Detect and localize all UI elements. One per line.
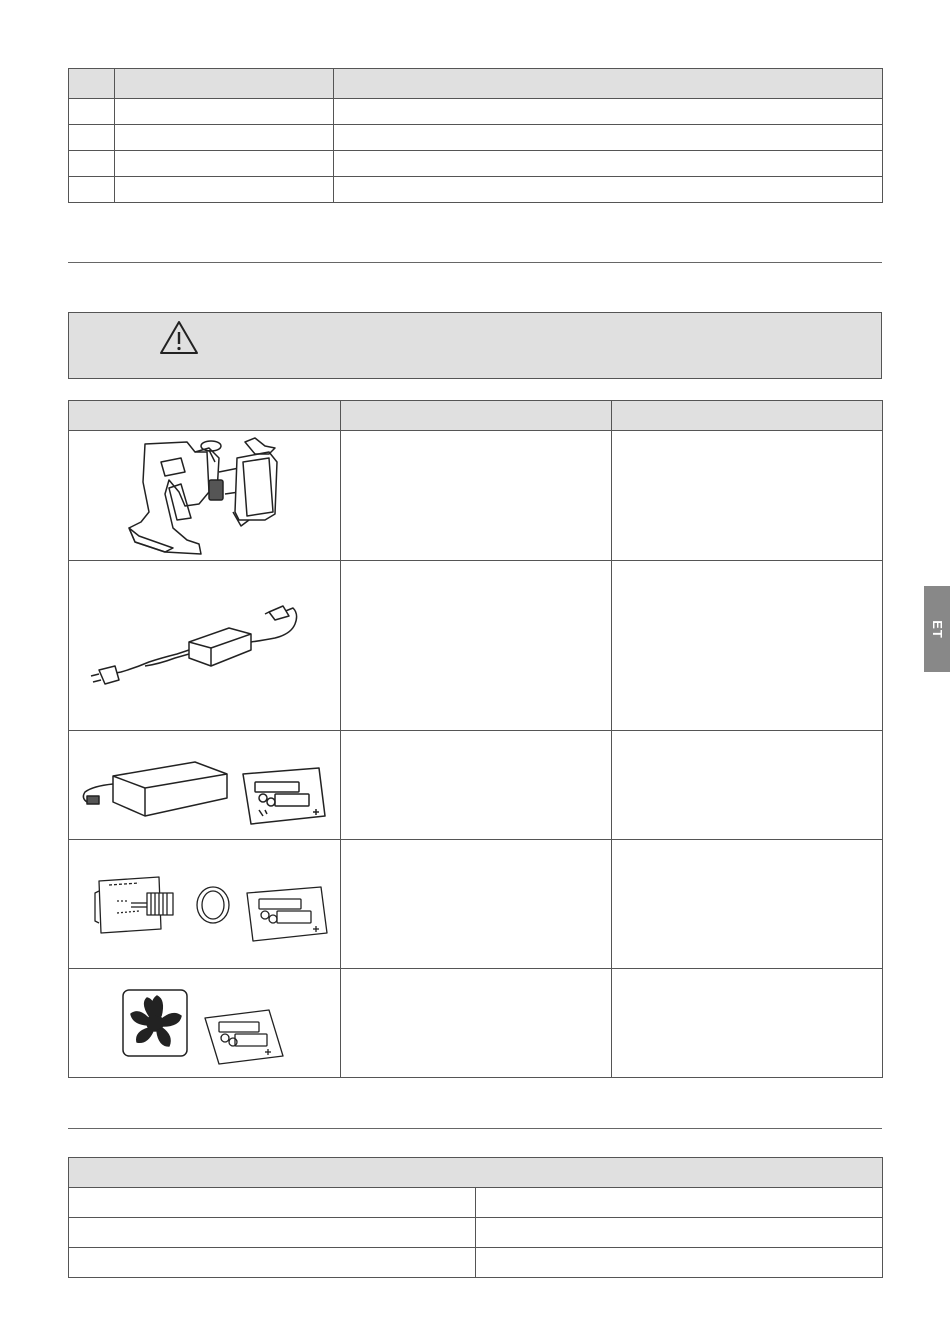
table-row [69, 151, 883, 177]
table-cell [69, 1188, 476, 1218]
top-table-header-cell [115, 69, 334, 99]
table-row [69, 177, 883, 203]
fan-module-image [69, 969, 341, 1078]
table-cell [115, 125, 334, 151]
language-tab[interactable] [924, 586, 950, 672]
table-cell [115, 177, 334, 203]
top-table-header-cell [69, 69, 115, 99]
table-cell [341, 840, 612, 969]
language-tab-label: ET [929, 619, 945, 639]
bottom-table-header [69, 1158, 883, 1188]
bottom-table-header-cell [69, 1158, 883, 1188]
table-cell [612, 731, 883, 840]
accessories-header-cell [69, 401, 341, 431]
power-adapter-image [69, 561, 341, 731]
table-row [69, 731, 883, 840]
table-cell [476, 1248, 883, 1278]
battery-pack-image [69, 731, 341, 840]
table-cell [341, 561, 612, 731]
table-cell [612, 969, 883, 1078]
table-cell [476, 1188, 883, 1218]
mounting-clamp-image [69, 431, 341, 561]
top-table [68, 68, 883, 203]
bottom-table [68, 1157, 883, 1278]
section-divider [68, 262, 882, 263]
table-cell [612, 561, 883, 731]
warning-triangle-icon [159, 320, 199, 356]
table-row [69, 840, 883, 969]
table-cell [69, 177, 115, 203]
table-row [69, 969, 883, 1078]
accessories-header-cell [341, 401, 612, 431]
table-row [69, 99, 883, 125]
table-row [69, 1218, 883, 1248]
table-row [69, 431, 883, 561]
table-row [69, 125, 883, 151]
accessories-header [69, 401, 883, 431]
table-cell [69, 1218, 476, 1248]
table-cell [334, 177, 883, 203]
warning-box [68, 312, 882, 379]
table-cell [115, 151, 334, 177]
table-cell [341, 969, 612, 1078]
table-cell [612, 431, 883, 561]
top-table-header-cell [334, 69, 883, 99]
table-cell [69, 99, 115, 125]
table-cell [334, 125, 883, 151]
accessories-header-cell [612, 401, 883, 431]
table-cell [69, 151, 115, 177]
table-cell [69, 125, 115, 151]
table-cell [612, 840, 883, 969]
top-table-header [69, 69, 883, 99]
table-cell [341, 431, 612, 561]
table-row [69, 561, 883, 731]
accessories-table [68, 400, 883, 1078]
table-cell [476, 1218, 883, 1248]
section-divider [68, 1128, 882, 1129]
circuit-board-image [69, 840, 341, 969]
table-row [69, 1188, 883, 1218]
table-cell [334, 99, 883, 125]
table-row [69, 1248, 883, 1278]
table-cell [69, 1248, 476, 1278]
table-cell [341, 731, 612, 840]
table-cell [115, 99, 334, 125]
table-cell [334, 151, 883, 177]
